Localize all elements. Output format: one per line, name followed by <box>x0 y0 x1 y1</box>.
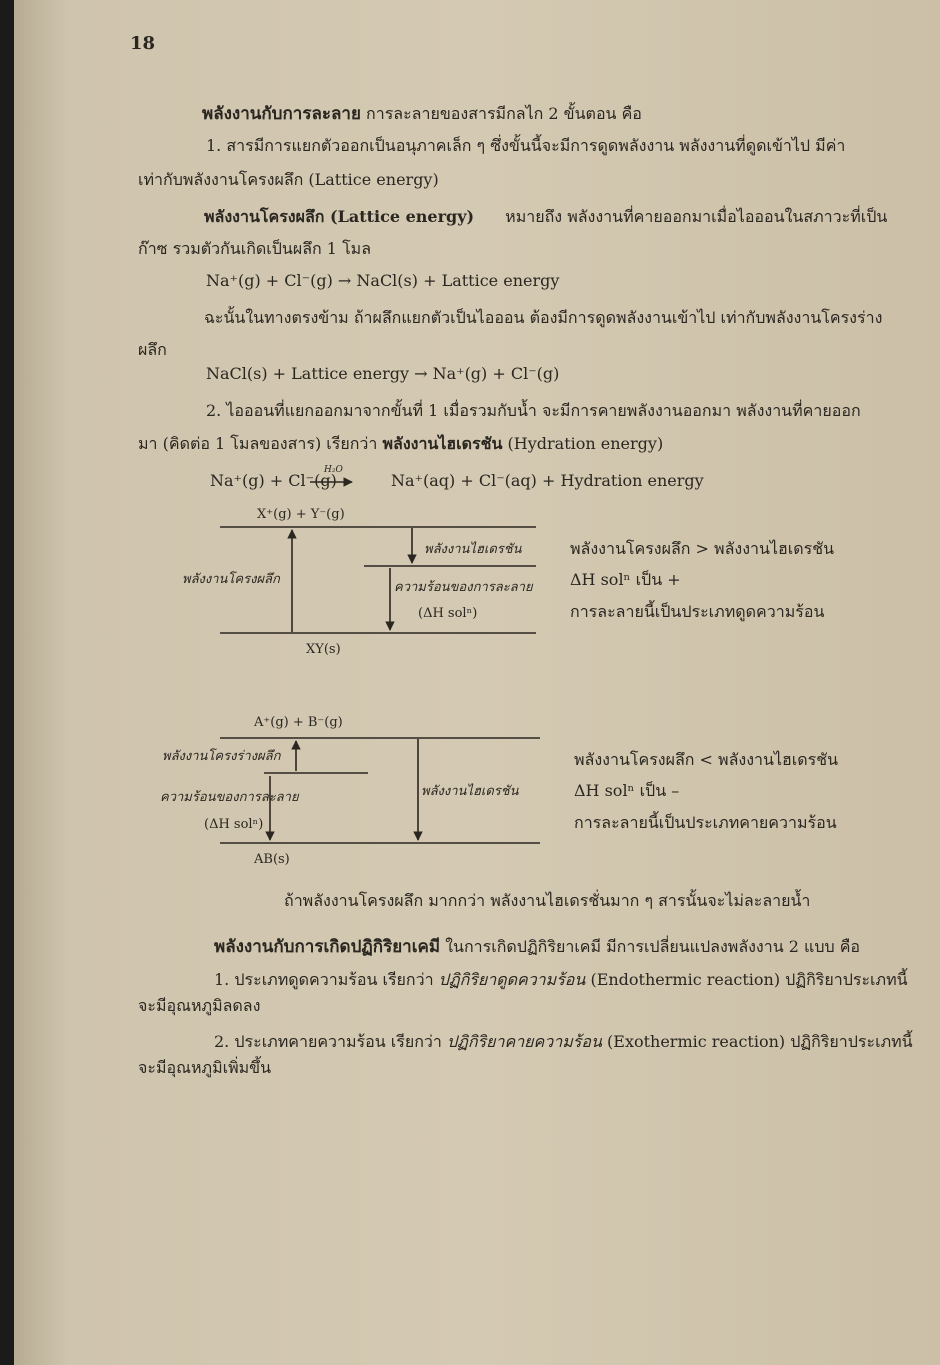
exothermic-term: ปฏิกิริยาคายความร้อน <box>446 1032 602 1051</box>
diagram1-note-2: ΔH solⁿ เป็น + <box>570 570 681 589</box>
equation-3-condition: H₂O <box>324 465 343 475</box>
diagram2-note-3: การละลายนี้เป็นประเภทคายความร้อน <box>574 813 837 832</box>
item2-line-b <box>138 434 663 454</box>
hydration-term: พลังงานไฮเดรชัน <box>382 434 503 453</box>
diagram2-lattice-label: พลังงานโครงร่างผลึก <box>162 749 281 764</box>
section1-heading-line <box>202 104 642 124</box>
equation-3-left: Na⁺(g) + Cl⁻(g) <box>210 471 337 490</box>
energy-diagrams <box>14 0 940 1365</box>
diagram1-lattice-label: พลังงานโครงผลึก <box>182 572 280 587</box>
diagram2-hydration-label: พลังงานไฮเดรชัน <box>421 784 519 799</box>
converse-line-b: ผลึก <box>138 340 167 359</box>
diagram1-note-1: พลังงานโครงผลึก > พลังงานไฮเดรชัน <box>570 539 835 558</box>
item2-post: (Hydration energy) <box>507 434 664 453</box>
equation-1: Na⁺(g) + Cl⁻(g) → NaCl(s) + Lattice energy <box>206 271 560 290</box>
section2-item2-line-b: จะมีอุณหภูมิเพิ่มขึ้น <box>138 1058 272 1077</box>
section1-heading: พลังงานกับการละลาย <box>202 104 361 124</box>
endothermic-term: ปฏิกิริยาดูดความร้อน <box>438 970 586 989</box>
page-number: 18 <box>130 33 156 54</box>
diagram2-heat-label: ความร้อนของการละลาย <box>160 790 299 805</box>
diagram1-top-level-label: X⁺(g) + Y⁻(g) <box>257 507 345 522</box>
conclusion: ถ้าพลังงานโครงผลึก มากกว่า พลังงานไฮเดรชั่นมาก ๆ สารนั้นจะไม่ละลายน้ำ <box>284 891 811 910</box>
diagram1-heat-label: ความร้อนของการละลาย <box>394 580 533 595</box>
section2-item2-post: (Exothermic reaction) ปฏิกิริยาประเภทนี้ <box>607 1032 913 1051</box>
diagram2-note-1: พลังงานโครงผลึก < พลังงานไฮเดรชัน <box>574 750 839 769</box>
lattice-definition-line-b: ก๊าซ รวมตัวกันเกิดเป็นผลึก 1 โมล <box>138 239 372 258</box>
section2-item2-line-a <box>214 1032 913 1052</box>
diagram2-note-2: ΔH solⁿ เป็น – <box>574 781 680 800</box>
diagram1-hydration-label: พลังงานไฮเดรชัน <box>424 542 522 557</box>
equation-3-right: Na⁺(aq) + Cl⁻(aq) + Hydration energy <box>391 471 704 490</box>
section2-item2-pre: 2. ประเภทคายความร้อน เรียกว่า <box>214 1032 442 1051</box>
equation-2: NaCl(s) + Lattice energy → Na⁺(g) + Cl⁻(g) <box>206 364 560 383</box>
diagram1-note-3: การละลายนี้เป็นประเภทดูดความร้อน <box>570 602 825 621</box>
section2-item1-line-a <box>214 970 908 990</box>
section1-intro: การละลายของสารมีกลไก 2 ขั้นตอน คือ <box>366 104 642 123</box>
section2-intro: ในการเกิดปฏิกิริยาเคมี มีการเปลี่ยนแปลงพลังงาน 2 แบบ คือ <box>445 937 861 956</box>
book-page <box>14 0 940 1365</box>
section2-item1-line-b: จะมีอุณหภูมิลดลง <box>138 996 261 1015</box>
diagram2-top-level-label: A⁺(g) + B⁻(g) <box>254 715 343 730</box>
section2-heading: พลังงานกับการเกิดปฏิกิริยาเคมี <box>214 937 441 957</box>
converse-line-a: ฉะนั้นในทางตรงข้าม ถ้าผลึกแยกตัวเป็นไอออน ต้องมีการดูดพลังงานเข้าไป เท่ากับพลังงานโครงร่าง <box>204 308 883 327</box>
section2-item1-pre: 1. ประเภทดูดความร้อน เรียกว่า <box>214 970 434 989</box>
lattice-term: พลังงานโครงผลึก (Lattice energy) <box>204 207 475 226</box>
section2-heading-line <box>214 937 860 957</box>
item1-line-a: 1. สารมีการแยกตัวออกเป็นอนุภาคเล็ก ๆ ซึ่งขั้นนี้จะมีการดูดพลังงาน พลังงานที่ดูดเข้าไป มีค่า <box>206 136 846 155</box>
item1-line-b: เท่ากับพลังงานโครงผลึก (Lattice energy) <box>138 170 439 189</box>
lattice-definition-line-a <box>204 207 887 227</box>
section2-item1-post: (Endothermic reaction) ปฏิกิริยาประเภทนี้ <box>590 970 908 989</box>
item2-line-a: 2. ไอออนที่แยกออกมาจากขั้นที่ 1 เมื่อรวมกับน้ำ จะมีการคายพลังงานออกมา พลังงานที่คายออก <box>206 401 861 420</box>
diagram1-bottom-level-label: XY(s) <box>306 642 341 657</box>
diagram1-dh-label: (ΔH solⁿ) <box>418 606 478 621</box>
equation-3 <box>210 471 704 491</box>
diagram2-dh-label: (ΔH solⁿ) <box>204 817 264 832</box>
item2-pre: มา (คิดต่อ 1 โมลของสาร) เรียกว่า <box>138 434 378 453</box>
lattice-definition: หมายถึง พลังงานที่คายออกมาเมื่อไอออนในสภาวะที่เป็น <box>505 207 888 226</box>
diagram2-bottom-level-label: AB(s) <box>254 852 290 867</box>
